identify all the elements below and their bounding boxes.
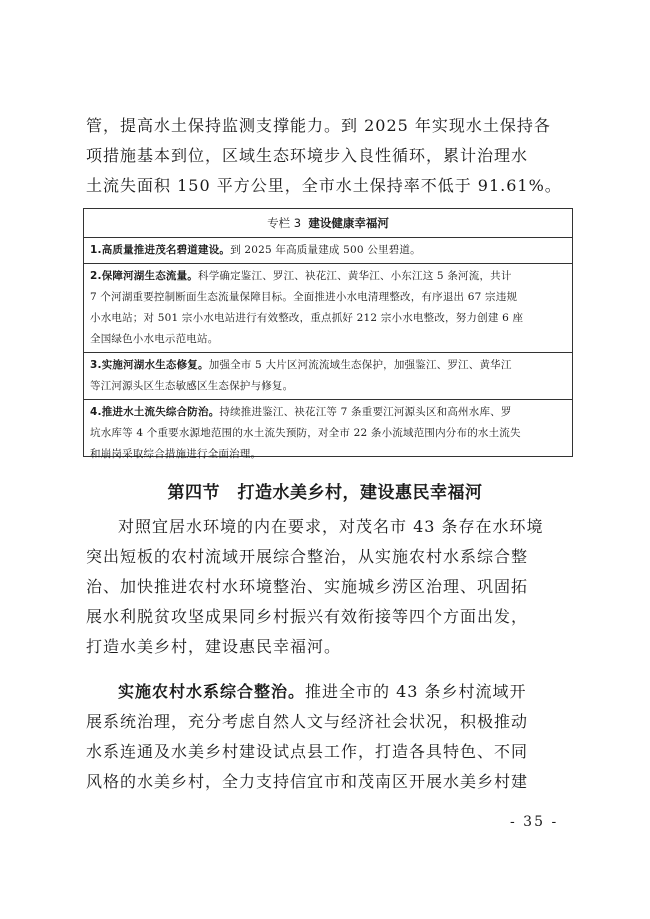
paragraph-bold-lead: 实施农村水系综合整治。	[118, 682, 306, 701]
paragraph-line: 治、加快推进农村水环境整治、实施城乡涝区治理、巩固拓	[86, 577, 529, 596]
paragraph-line: 管，提高水土保持监测支撑能力。到 2025 年实现水土保持各	[86, 116, 551, 135]
box-item	[84, 353, 572, 400]
paragraph-line: 项措施基本到位，区域生态环境步入良性循环，累计治理水	[86, 146, 529, 165]
top-paragraph	[86, 111, 566, 201]
box-item-line: 科学确定鉴江、罗江、袂花江、黄华江、小东江这 5 条河流，共计	[198, 270, 512, 282]
box-item-line: 和崩岗采取综合措施进行全面治理。	[90, 448, 262, 460]
box-item-line: 全国绿色小水电示范电站。	[90, 333, 219, 345]
box-item-line: 坑水库等 4 个重要水源地范围的水土流失预防，对全市 22 条小流域范围内分布的水土流失	[90, 427, 521, 439]
paragraph-line: 水系连通及水美乡村建设试点县工作，打造各具特色、不同	[86, 742, 529, 761]
box-title-main: 建设健康幸福河	[308, 216, 389, 230]
paragraph-line: 推进全市的 43 条乡村流域开	[305, 682, 527, 701]
box-item-line: 等江河源头区生态敏感区生态保护与修复。	[90, 380, 294, 392]
box-item-heading: 1.高质量推进茂名碧道建设。	[90, 244, 231, 256]
box-item-heading: 2.保障河湖生态流量。	[90, 270, 198, 282]
paragraph-3	[86, 677, 566, 797]
paragraph-2	[86, 512, 566, 662]
paragraph-line: 土流失面积 150 平方公里，全市水土保持率不低于 91.61%。	[86, 176, 562, 195]
box-item-heading: 3.实施河湖水生态修复。	[90, 359, 209, 371]
paragraph-line: 对照宜居水环境的内在要求，对茂名市 43 条存在水环境	[118, 517, 544, 536]
paragraph-line: 展系统治理，充分考虑自然人文与经济社会状况，积极推动	[86, 712, 529, 731]
page-number: - 35 -	[510, 814, 559, 830]
box-item	[84, 400, 572, 467]
paragraph-line: 打造水美乡村，建设惠民幸福河。	[86, 637, 342, 656]
section-heading: 第四节 打造水美乡村，建设惠民幸福河	[167, 483, 483, 503]
box-item-line: 到 2025 年高质量建成 500 公里碧道。	[230, 244, 421, 256]
box-item-line: 小水电站；对 501 宗小水电站进行有效整改，重点抓好 212 宗小水电整改，努力创建 6 座	[90, 312, 524, 324]
box-item-line: 加强全市 5 大片区河流流域生态保护，加强鉴江、罗江、黄华江	[208, 359, 512, 371]
box-item-heading: 4.推进水土流失综合防治。	[90, 406, 220, 418]
box-item	[84, 238, 572, 264]
paragraph-line: 展水利脱贫攻坚成果同乡村振兴有效衔接等四个方面出发，	[86, 607, 529, 626]
feature-box	[83, 208, 573, 460]
box-title-lead: 专栏 3	[267, 216, 302, 230]
box-title	[84, 209, 572, 238]
box-item-line: 7 个河湖重要控制断面生态流量保障目标。全面推进小水电清理整改，有序退出 67 宗违规	[90, 291, 518, 303]
box-item-line: 持续推进鉴江、袂花江等 7 条重要江河源头区和高州水库、罗	[219, 406, 512, 418]
paragraph-line: 突出短板的农村流域开展综合整治，从实施农村水系综合整	[86, 547, 529, 566]
paragraph-line: 风格的水美乡村，全力支持信宜市和茂南区开展水美乡村建	[86, 772, 529, 791]
box-item	[84, 264, 572, 353]
